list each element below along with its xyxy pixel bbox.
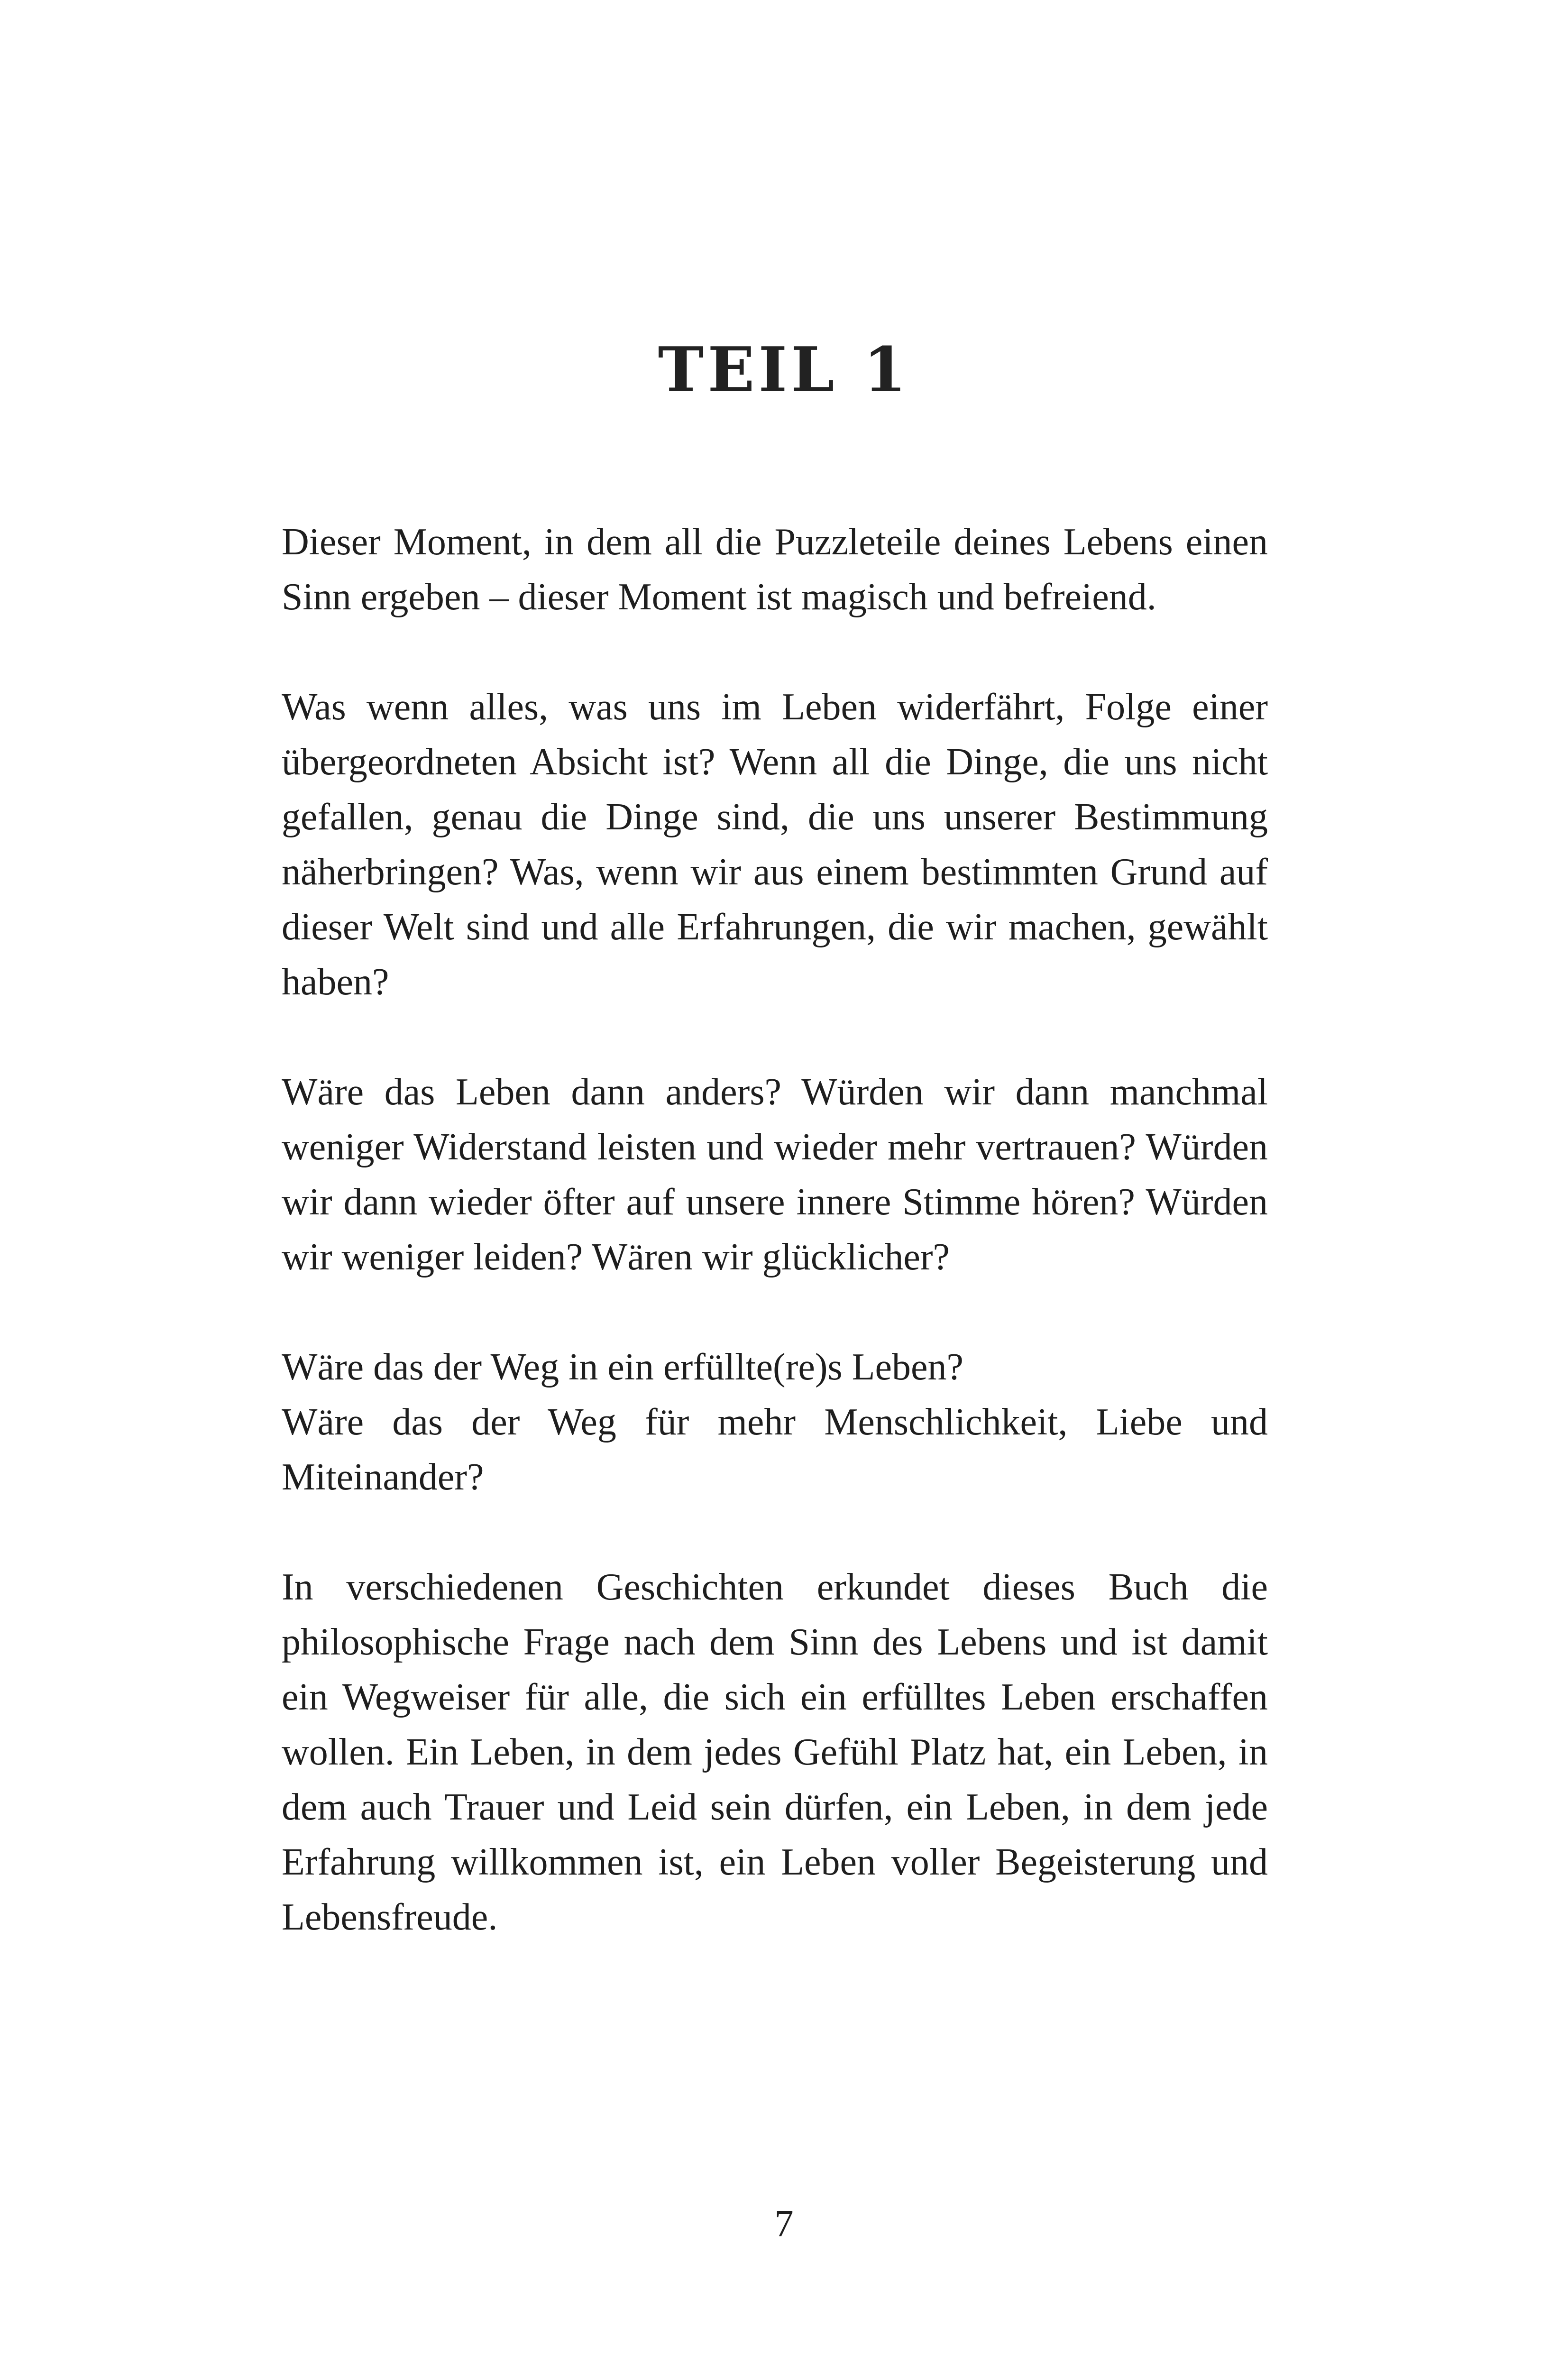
paragraph-line: Wäre das der Weg für mehr Menschlichkeit, Liebe und Miteinander? bbox=[282, 1401, 1268, 1498]
paragraph-line: Wäre das der Weg in ein erfüllte(re)s Leben? bbox=[282, 1346, 964, 1388]
paragraph-line: Dieser Moment, in dem all die Puzzleteile deines Lebens einen Sinn ergeben – dieser Moment ist magisch und befreiend. bbox=[282, 521, 1268, 618]
paragraph-line: Wäre das Leben dann anders? Würden wir dann manchmal weniger Widerstand leisten und wieder mehr vertrauen? Würden wir dann wieder öfter auf unsere innere Stimme hören? Würden wir weniger leiden? Wären wir glücklicher? bbox=[282, 1071, 1268, 1278]
paragraph-5 bbox=[282, 1560, 1268, 1945]
paragraph-4 bbox=[282, 1340, 1268, 1505]
body-text bbox=[282, 515, 1268, 2000]
chapter-title: TEIL 1 bbox=[658, 333, 910, 406]
paragraph-2 bbox=[282, 680, 1268, 1010]
page-number: 7 bbox=[774, 2203, 794, 2245]
paragraph-1 bbox=[282, 515, 1268, 625]
paragraph-3 bbox=[282, 1065, 1268, 1285]
paragraph-line: Was wenn alles, was uns im Leben widerfährt, Folge einer übergeordneten Absicht ist? Wenn all die Dinge, die uns nicht gefallen, genau die Dinge sind, die uns unserer Bestimmung näherbringen? Was, wenn wir aus einem bestimmten Grund auf dieser Welt sind und alle Erfahrungen, die wir machen, gewählt haben? bbox=[282, 686, 1268, 1003]
paragraph-line: In verschiedenen Geschichten erkundet dieses Buch die philosophische Frage nach dem Sinn des Lebens und ist damit ein Wegweiser für alle, die sich ein erfülltes Leben erschaffen wollen. Ein Leben, in dem jedes Gefühl Platz hat, ein Leben, in dem auch Trauer und Leid sein dürfen, ein Leben, in dem jede Erfahrung willkommen ist, ein Leben voller Begeisterung und Lebensfreude. bbox=[282, 1566, 1268, 1938]
